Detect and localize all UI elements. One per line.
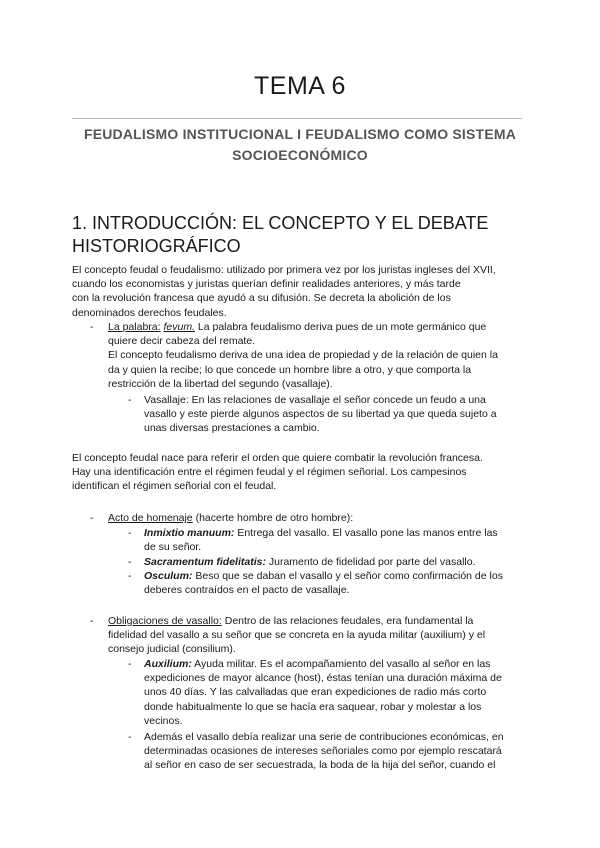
list-item-obligaciones bbox=[90, 614, 528, 657]
palabra-text: La palabra feudalismo deriva pues de un mote germánico que bbox=[194, 321, 487, 333]
list-item-vasallaje bbox=[128, 393, 528, 436]
inmixtio-term: Inmixtio manuum: bbox=[144, 527, 235, 539]
bullet-dash: - bbox=[90, 615, 94, 627]
obligaciones-text: Dentro de las relaciones feudales, era fundamental la bbox=[221, 615, 474, 627]
palabra-line: restricción de la libertad del segundo (vasallaje). bbox=[108, 377, 333, 390]
homenaje-label: Acto de homenaje bbox=[108, 512, 193, 524]
obligaciones-line: fidelidad del vasallo a su señor que se concreta en la ayuda militar (auxilium) y el bbox=[108, 629, 486, 642]
list-item-ademas bbox=[128, 730, 528, 773]
osculum-text: Beso que se daban el vasallo y el señor como confirmación de los bbox=[192, 570, 503, 582]
sacramentum-term: Sacramentum fidelitatis: bbox=[144, 556, 266, 568]
bullet-dash: - bbox=[128, 570, 132, 582]
bullet-dash: - bbox=[128, 731, 132, 743]
obligaciones-line: consejo judicial (consilium). bbox=[108, 643, 236, 656]
palabra-term: fevum. bbox=[163, 321, 195, 333]
auxilium-line: expediciones de mayor alcance (host), éstas tenían una duración máxima de bbox=[144, 672, 502, 685]
section-heading bbox=[72, 212, 532, 258]
auxilium-term: Auxilium: bbox=[144, 658, 192, 670]
intro-paragraph bbox=[72, 263, 532, 320]
auxilium-line: unos 40 días. Y las calvalladas que eran expediciones de radio más corto bbox=[144, 686, 487, 699]
osculum-line: deberes contraídos en el pacto de vasallaje. bbox=[144, 584, 350, 597]
palabra-line: da y quien la recibe; lo que concede un hombre libre a otro, y que comporta la bbox=[108, 363, 472, 376]
bullet-dash: - bbox=[90, 321, 94, 333]
intro-line: denominados derechos feudales. bbox=[72, 306, 227, 319]
paragraph-line: identifican el régimen señorial con el feudal. bbox=[72, 480, 277, 493]
list-item-inmixtio bbox=[128, 526, 528, 554]
page-subtitle bbox=[60, 124, 540, 166]
vasallaje-line: unas diversas prestaciones a cambio. bbox=[144, 422, 320, 435]
palabra-line: El concepto feudalismo deriva de una idea de propiedad y de la relación de quien la bbox=[108, 349, 498, 362]
bullet-dash: - bbox=[90, 512, 94, 524]
paragraph-line: Hay una identificación entre el régimen feudal y el régimen señorial. Los campesinos bbox=[72, 466, 467, 479]
bullet-dash: - bbox=[128, 527, 132, 539]
list-item-homenaje bbox=[90, 511, 528, 525]
auxilium-text: Ayuda militar. Es el acompañamiento del vasallo al señor en las bbox=[191, 658, 491, 670]
sacramentum-text: Juramento de fidelidad por parte del vasallo. bbox=[265, 556, 476, 568]
vasallaje-line: Vasallaje: En las relaciones de vasallaje el señor concede un feudo a una bbox=[144, 394, 486, 406]
inmixtio-text: Entrega del vasallo. El vasallo pone las manos entre las bbox=[234, 527, 498, 539]
obligaciones-label: Obligaciones de vasallo: bbox=[108, 615, 222, 627]
paragraph-line: El concepto feudal nace para referir el orden que quiere combatir la revolución francesa. bbox=[72, 452, 483, 464]
ademas-line: determinadas ocasiones de intereses señoriales como por ejemplo rescatará bbox=[144, 745, 502, 758]
inmixtio-line: de su señor. bbox=[144, 541, 202, 554]
title-divider bbox=[72, 118, 522, 119]
intro-line: El concepto feudal o feudalismo: utilizado por primera vez por los juristas ingleses del XVII, bbox=[72, 264, 496, 276]
section-heading-line-1: 1. INTRODUCCIÓN: EL CONCEPTO Y EL DEBATE bbox=[72, 213, 489, 233]
homenaje-text: (hacerte hombre de otro hombre): bbox=[192, 512, 354, 524]
list-item-osculum bbox=[128, 569, 528, 597]
subtitle-line-1: FEUDALISMO INSTITUCIONAL I FEUDALISMO COMO SISTEMA bbox=[83, 126, 517, 142]
palabra-label: La palabra: bbox=[108, 321, 161, 333]
palabra-line: quiere decir cabeza del remate. bbox=[108, 335, 256, 348]
bullet-dash: - bbox=[128, 556, 132, 568]
intro-line: con la revolución francesa que ayudó a su difusión. Se decreta la abolición de los bbox=[72, 292, 451, 305]
bullet-dash: - bbox=[128, 394, 132, 406]
subtitle-line-2: SOCIOECONÓMICO bbox=[232, 147, 368, 163]
intro-line: cuando los economistas y juristas querían definir realidades anteriores, y más tarde bbox=[72, 278, 461, 291]
list-item-auxilium bbox=[128, 657, 528, 728]
paragraph-revolucion bbox=[72, 451, 532, 494]
auxilium-line: donde habitualmente lo que se hacía era saquear, robar y molestar a los bbox=[144, 700, 482, 713]
list-item-palabra bbox=[90, 320, 528, 391]
list-item-sacramentum bbox=[128, 555, 528, 569]
auxilium-line: vecinos. bbox=[144, 714, 183, 727]
ademas-line: al señor en caso de ser secuestrada, la boda de la hija del señor, cuando el bbox=[144, 759, 496, 772]
ademas-line: Además el vasallo debía realizar una serie de contribuciones económicas, en bbox=[144, 731, 504, 743]
section-heading-line-2: HISTORIOGRÁFICO bbox=[72, 236, 241, 256]
osculum-term: Osculum: bbox=[144, 570, 193, 582]
vasallaje-line: vasallo y este pierde algunos aspectos de su libertad ya que queda sujeto a bbox=[144, 408, 497, 421]
page-title: TEMA 6 bbox=[254, 72, 346, 100]
bullet-dash: - bbox=[128, 658, 132, 670]
